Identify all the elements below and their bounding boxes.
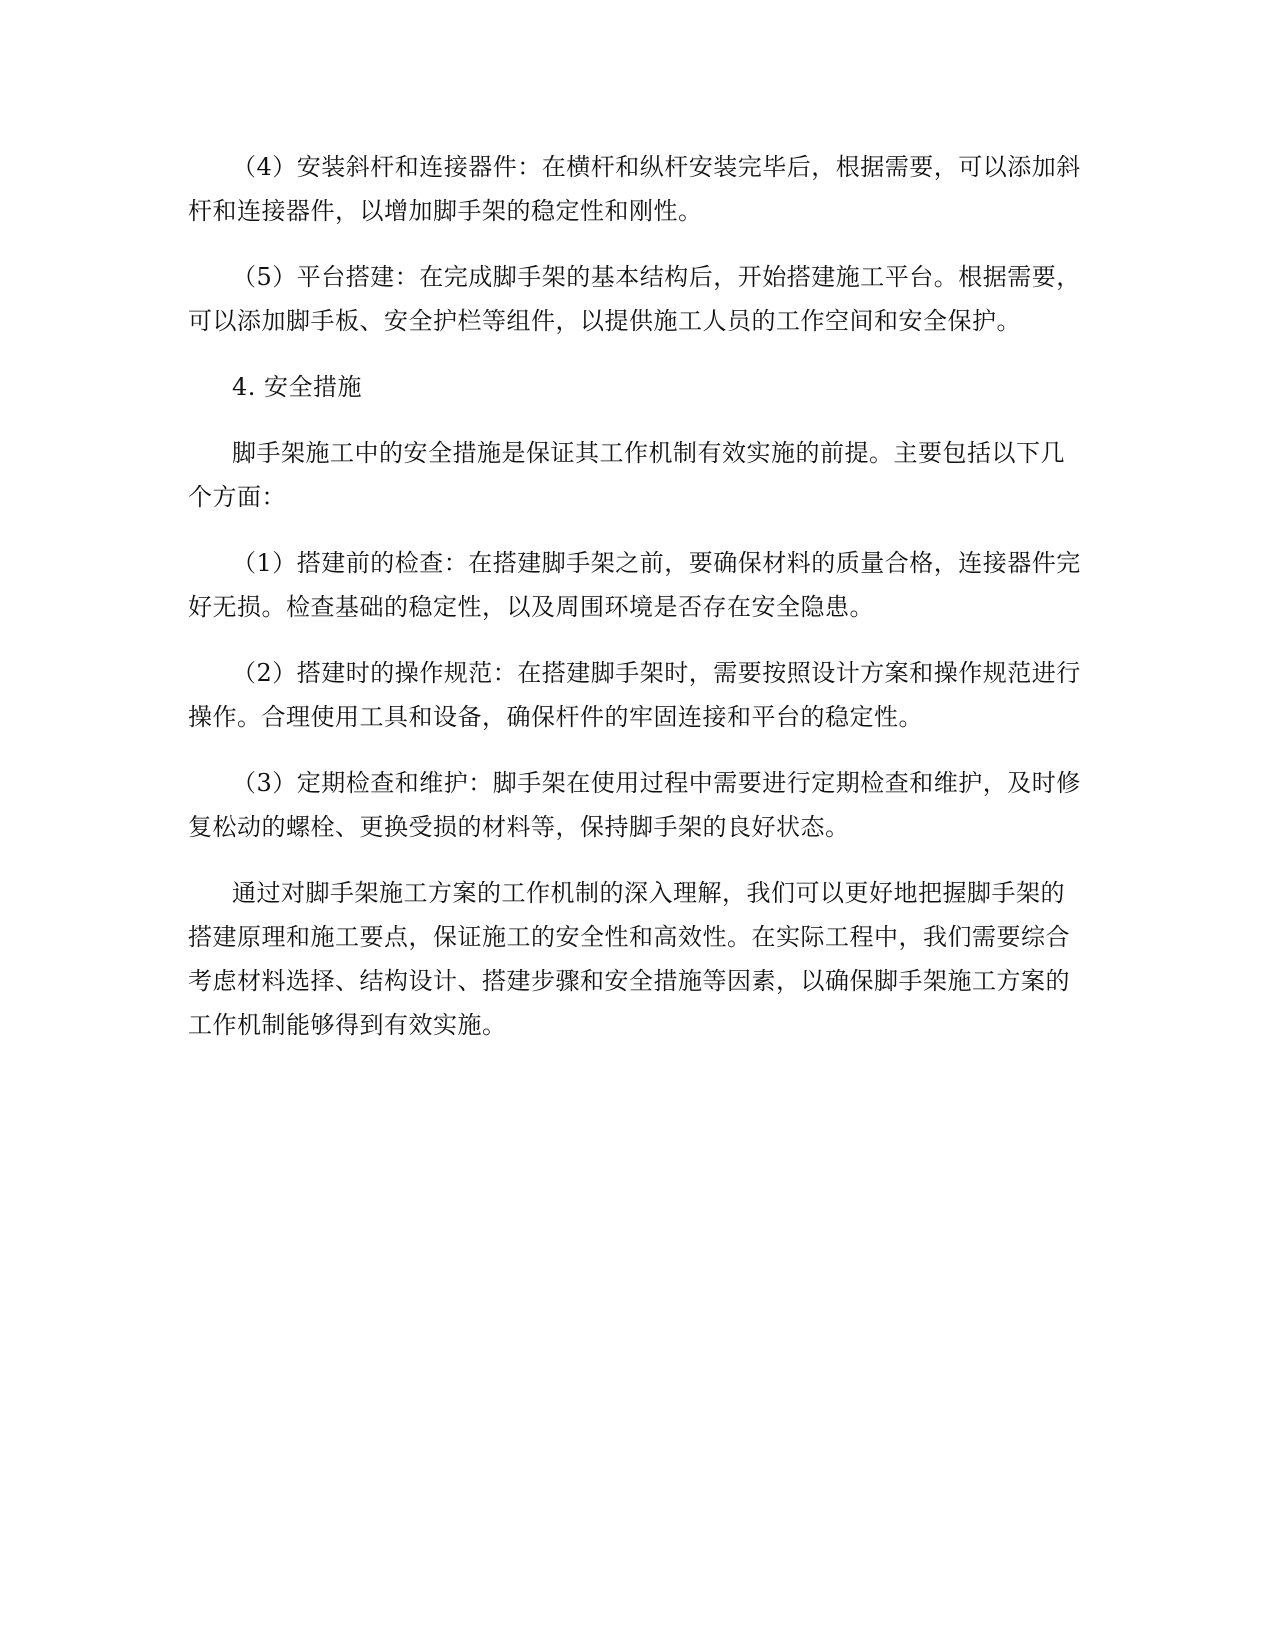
paragraph-safety-intro: 脚手架施工中的安全措施是保证其工作机制有效实施的前提。主要包括以下几个方面： <box>188 439 1065 511</box>
paragraph-step-4-diagonal-bars: （4）安装斜杆和连接器件：在横杆和纵杆安装完毕后，根据需要，可以添加斜杆和连接器件，以增加脚手架的稳定性和刚性。 <box>188 153 1081 225</box>
paragraph-step-5-platform: （5）平台搭建：在完成脚手架的基本结构后，开始搭建施工平台。根据需要，可以添加脚手板、安全护栏等组件，以提供施工人员的工作空间和安全保护。 <box>188 263 1081 335</box>
paragraph-safety-3-maintenance: （3）定期检查和维护：脚手架在使用过程中需要进行定期检查和维护，及时修复松动的螺栓、更换受损的材料等，保持脚手架的良好状态。 <box>188 769 1081 841</box>
paragraph-safety-1-inspection: （1）搭建前的检查：在搭建脚手架之前，要确保材料的质量合格，连接器件完好无损。检查基础的稳定性，以及周围环境是否存在安全隐患。 <box>188 549 1081 621</box>
document-body <box>188 145 1088 1069</box>
paragraph-safety-2-operation: （2）搭建时的操作规范：在搭建脚手架时，需要按照设计方案和操作规范进行操作。合理使用工具和设备，确保杆件的牢固连接和平台的稳定性。 <box>188 659 1081 731</box>
paragraph-conclusion: 通过对脚手架施工方案的工作机制的深入理解，我们可以更好地把握脚手架的搭建原理和施工要点，保证施工的安全性和高效性。在实际工程中，我们需要综合考虑材料选择、结构设计、搭建步骤和安全措施等因素，以确保脚手架施工方案的工作机制能够得到有效实施。 <box>188 879 1070 1039</box>
section-heading-safety-measures: 4. 安全措施 <box>232 373 363 401</box>
